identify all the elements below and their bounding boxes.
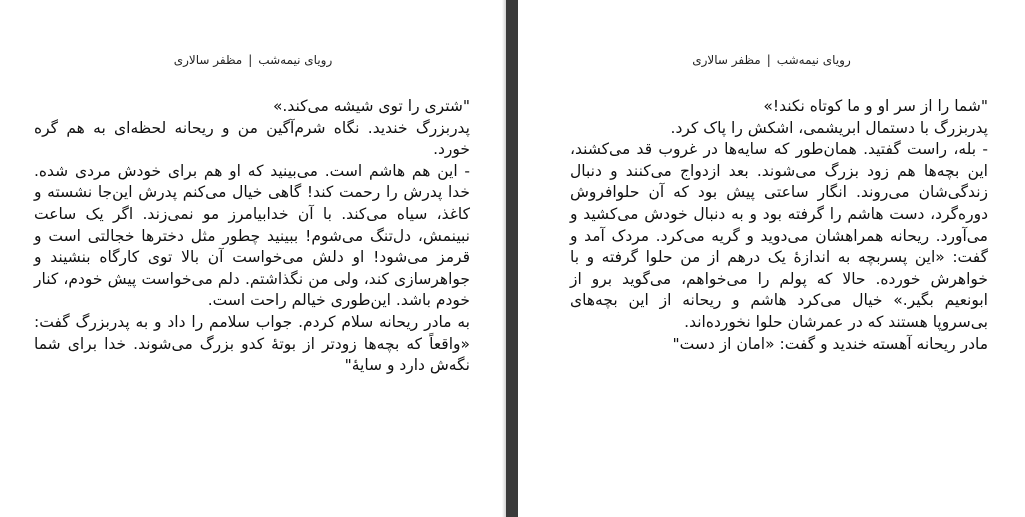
left-page-body <box>34 96 470 377</box>
paragraph: "شتری را توی شیشه می‌کند.» <box>272 97 470 115</box>
page-gutter <box>506 0 518 517</box>
book-title: رویای نیمه‌شب <box>258 53 333 67</box>
paragraph: پدربزرگ خندید. نگاه شرم‌آگین من و ریحانه لحظه‌ای به هم گره خورد. <box>34 118 470 159</box>
book-title: رویای نیمه‌شب <box>776 53 851 67</box>
paragraph: به مادر ریحانه سلام کردم. جواب سلامم را داد و به پدربزرگ گفت: «واقعاً که بچه‌ها زودتر از بوتهٔ کدو بزرگ می‌شوند. خدا برای شما نگه‌ش دارد و سایهٔ" <box>34 312 470 375</box>
paragraph: "شما را از سر او و ما کوتاه نکند!» <box>763 97 988 115</box>
paragraph: مادر ریحانه آهسته خندید و گفت: «امان از دست" <box>672 334 988 353</box>
left-page <box>0 0 506 517</box>
paragraph: - این هم هاشم است. می‌بینید که او هم برای خودش مردی شده. خدا پدرش را رحمت کند! گاهی خیال می‌کنم پدرش این‌جا نشسته و کاغذ، سیاه می‌کند. با آن خدابیامرز مو نمی‌زند. اگر یک ساعت نبینمش، دل‌تنگ می‌شوم! ببینید چطور مثل دخترها خجالتی است و قرمز می‌شود! او دلش می‌خواست آن بالا توی کارگاه بنشیند و جواهرسازی کند، ولی من نگذاشتم. دلم می‌خواست پیش خودم، کنار خودم باشد. این‌طوری خیالم راحت است. <box>34 161 470 310</box>
right-page-body <box>570 96 988 355</box>
paragraph: - بله، راست گفتید. همان‌طور که سایه‌ها در غروب قد می‌کشند، این بچه‌ها هم زود بزرگ می‌شوند. بعد ازدواج می‌کنند و دنبال زندگی‌شان می‌روند. انگار ساعتی پیش بود که آن حلوافروش دوره‌گرد، دست هاشم را گرفته بود و به دنبال خودش می‌کشید و می‌آورد. ریحانه همراهشان می‌دوید و گریه می‌کرد. مردک آمد و گفت: «این پسربچه به اندازهٔ یک درهم از من حلوا گرفته و با خواهرش خورده. حالا که پولم را می‌خواهم، می‌گوید برو از ابونعیم بگیر.» خیال می‌کرد هاشم و ریحانه از این بچه‌های بی‌سروپا هستند که در عمرشان حلوا نخورده‌اند. <box>570 140 988 331</box>
paragraph: پدربزرگ با دستمال ابریشمی، اشکش را پاک کرد. <box>670 118 988 137</box>
author-name: مظفر سالاری <box>173 53 243 67</box>
right-page <box>518 0 1025 517</box>
header-separator: | <box>248 53 253 67</box>
running-head-left <box>0 52 506 68</box>
author-name: مظفر سالاری <box>692 53 761 67</box>
running-head-right <box>518 52 1025 68</box>
header-separator: | <box>766 53 771 67</box>
